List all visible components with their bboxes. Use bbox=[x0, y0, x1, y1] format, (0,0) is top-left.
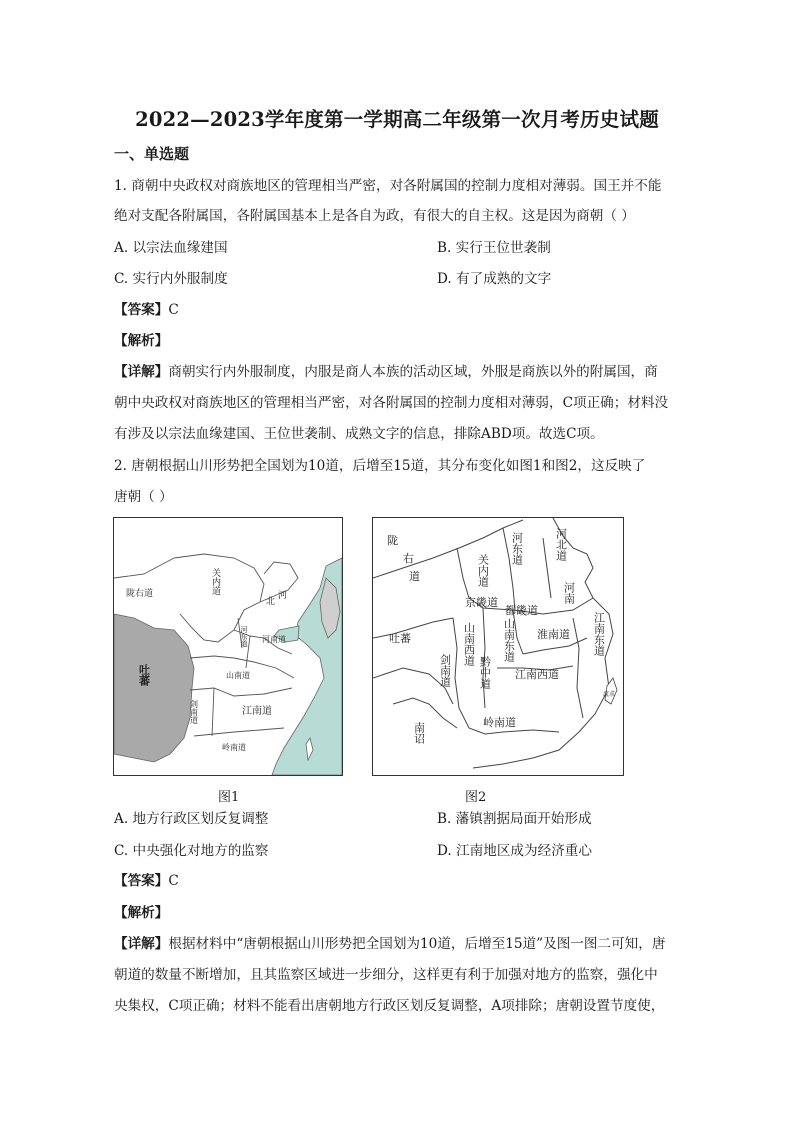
q2-detail-line3: 央集权，C项正确；材料不能看出唐朝地方行政区划反复调整，A项排除；唐朝设置节度使， bbox=[114, 998, 665, 1014]
q1-option-c: C. 实行内外服制度 bbox=[114, 271, 228, 287]
fig2-label-shannandong: 山南东道 bbox=[502, 618, 516, 662]
q1-stem-line2: 绝对支配各附属国，各附属国基本上是各自为政，有很大的自主权。这是因为商朝（ ） bbox=[114, 208, 635, 224]
analysis-tag: 【解析】 bbox=[114, 905, 169, 921]
fig1-label-hedong: 河东道 bbox=[240, 626, 248, 647]
fig1-label-shannan: 山南道 bbox=[226, 671, 250, 680]
q2-option-b: B. 藩镇割据局面开始形成 bbox=[437, 811, 592, 827]
q1-answer bbox=[114, 300, 179, 320]
figure-2-caption: 图2 bbox=[465, 790, 487, 805]
fig2-label-liuqiu: 流求 bbox=[603, 691, 616, 698]
detail-text: 商朝实行内外服制度，内服是商人本族的活动区域，外服是商族以外的附属国，商 bbox=[168, 364, 658, 380]
q1-option-a: A. 以宗法血缘建国 bbox=[114, 240, 228, 256]
fig2-label-jiangnandong: 江南东道 bbox=[592, 612, 606, 656]
fig2-label-lingnan: 岭南道 bbox=[483, 716, 516, 729]
fig1-label-jiannan: 剑南道 bbox=[189, 700, 199, 724]
q2-analysis bbox=[114, 903, 168, 923]
fig2-label-duji: 都畿道 bbox=[505, 604, 538, 617]
answer-value: C bbox=[168, 873, 179, 889]
q2-option-a: A. 地方行政区划反复调整 bbox=[114, 811, 269, 827]
fig1-label-longyou: 陇右道 bbox=[126, 589, 154, 599]
fig1-label-guannei: 关内道 bbox=[210, 568, 220, 595]
q1-stem-line1: 1. 商朝中央政权对商族地区的管理相当严密，对各附属国的控制力度相对薄弱。国王并不能 bbox=[114, 178, 662, 194]
q2-stem-line1: 2. 唐朝根据山川形势把全国划为10道，后增至15道，其分布变化如图1和图2，这反映了 bbox=[114, 458, 646, 474]
fig1-label-henan: 河南道 bbox=[262, 635, 286, 644]
fig1-label-lingnan: 岭南道 bbox=[222, 743, 246, 752]
fig1-label-jiangnan: 江南道 bbox=[242, 706, 272, 717]
fig2-label-hedong: 河东道 bbox=[510, 532, 524, 565]
fig1-label-tubo: 吐蕃 bbox=[137, 664, 151, 686]
figure-1-map bbox=[113, 517, 343, 776]
q2-stem-line2: 唐朝（ ） bbox=[114, 489, 173, 505]
analysis-tag: 【解析】 bbox=[114, 333, 169, 349]
q1-analysis bbox=[114, 331, 168, 351]
fig2-label-nanzhao: 南诏 bbox=[412, 722, 426, 744]
fig2-label-henan: 河南 bbox=[562, 582, 576, 604]
q2-option-d: D. 江南地区成为经济重心 bbox=[437, 843, 592, 859]
exam-title: 2022—2023学年度第一学期高二年级第一次月考历史试题 bbox=[135, 108, 659, 131]
fig2-label-dao: 道 bbox=[409, 570, 420, 583]
figure-1-svg bbox=[114, 518, 342, 775]
fig1-label-he: 河 bbox=[278, 591, 288, 601]
q1-detail-line3: 有涉及以宗法血缘建国、王位世袭制、成熟文字的信息，排除ABD项。故选C项。 bbox=[114, 426, 604, 442]
answer-value: C bbox=[168, 302, 179, 318]
q1-detail-line1 bbox=[114, 362, 658, 382]
section-heading: 一、单选题 bbox=[114, 145, 190, 163]
answer-tag: 【答案】 bbox=[114, 302, 169, 318]
q2-detail-line2: 朝道的数量不断增加，且其监察区域进一步细分，这样更有利于加强对地方的监察，强化中 bbox=[114, 967, 658, 983]
fig2-label-jiannan: 剑南道 bbox=[438, 654, 452, 687]
q2-answer bbox=[114, 871, 179, 891]
answer-tag: 【答案】 bbox=[114, 873, 169, 889]
fig1-label-hebei: 北 bbox=[266, 597, 276, 607]
q1-detail-line2: 朝中央政权对商族地区的管理相当严密，对各附属国的控制力度相对薄弱，C项正确；材料没 bbox=[114, 395, 669, 411]
detail-text: 根据材料中“唐朝根据山川形势把全国划为10道，后增至15道”及图一图二可知，唐 bbox=[168, 936, 666, 952]
fig2-label-jiangnanxi: 江南西道 bbox=[515, 668, 559, 681]
q2-option-c: C. 中央强化对地方的监察 bbox=[114, 843, 269, 859]
fig2-label-tubo: 吐蕃 bbox=[389, 632, 411, 645]
q1-option-b: B. 实行王位世袭制 bbox=[437, 240, 551, 256]
fig2-label-qianzhong: 黔中道 bbox=[478, 656, 492, 689]
q1-option-d: D. 有了成熟的文字 bbox=[437, 271, 552, 287]
detail-tag: 【详解】 bbox=[114, 936, 169, 952]
figure-2-svg bbox=[373, 518, 623, 775]
detail-tag: 【详解】 bbox=[114, 364, 169, 380]
q2-detail-line1 bbox=[114, 934, 665, 954]
fig2-label-hebei: 河北道 bbox=[554, 528, 568, 561]
fig2-label-huainan: 淮南道 bbox=[537, 628, 570, 641]
figure-1-caption: 图1 bbox=[218, 790, 240, 805]
fig2-label-guannei: 关内道 bbox=[476, 554, 490, 587]
fig2-label-jingji: 京畿道 bbox=[465, 596, 498, 609]
fig2-label-long: 陇 bbox=[387, 534, 398, 547]
fig2-label-you: 右 bbox=[403, 552, 414, 565]
figure-2-map bbox=[372, 517, 624, 776]
fig2-label-shannanxi: 山南西道 bbox=[462, 622, 476, 666]
